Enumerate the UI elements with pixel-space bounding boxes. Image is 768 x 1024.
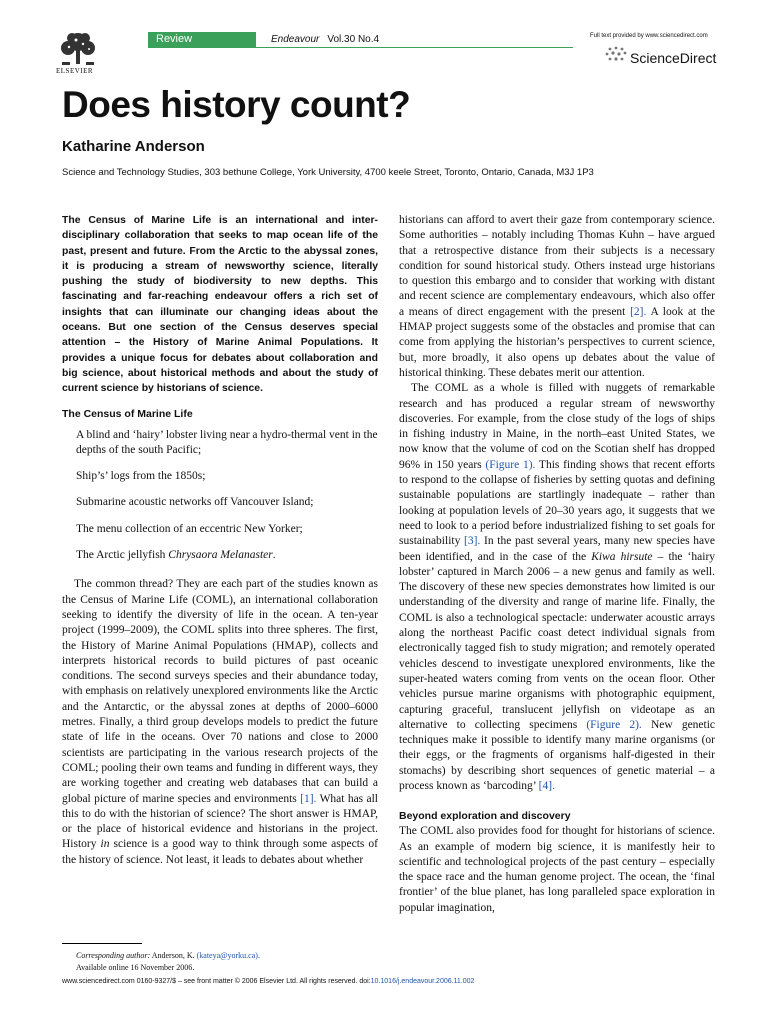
para-text: science is a good way to think through some aspects of the history of science. Not least, it leads to debates about whether (62, 838, 378, 866)
publisher-name: ELSEVIER (56, 67, 94, 75)
abstract: The Census of Marine Life is an international and inter-disciplinary collaboration that seeks to map ocean life of the past, present and future. From the Arctic to the abyssal zones, it is producing a stream of newsworthy science, literally pushing the study of biodiversity to new depths. This fascinating and far-reaching endeavour offers a rich set of insights that can illuminate our changing ideas about the oceans. But one section of the Census deserves special attention – the History of Marine Animal Populations. It provides a unique focus for debates about collaboration and big science, about historical methods and about the study of current science by historians of science. (62, 215, 378, 395)
body-paragraph: The COML also provides food for thought for historians of science. As an example of modern big science, it is manifestly heir to scientific and technological projects of the past century – especially the space race and the human genome project. The ocean, the ‘final frontier’ of the blue planet, has long paralleled space exploration in popular imagination, (399, 825, 715, 914)
para-text: The common thread? They are each part of the studies known as the Census of Marine Life (COML), an international collaboration seeking to identify the diversity of life in the ocean. A ten-year project (1999–2009), the COML splits into three spheres. The first, the History of Marine Animal Populations (HMAP), collects and interprets historical records to build pictures of past oceanic conditions. The second surveys species and their abundance today, with emphasis on relatively unexplored environments like the Arctic and the Antarctic, or the abyssal zones at depths of 2000–6000 metres. Finally, a third group develops models to predict the future state of life in the oceans. Over 70 nations and close to 2000 scientists are participating in the various research projects of the COML; pooling their own teams and funding in different ways, they are working together and creating web databases that can build a global picture of marine species and environments (62, 578, 378, 805)
sciencedirect-brand[interactable]: ScienceDirect (630, 50, 717, 66)
body-paragraph (62, 577, 378, 868)
list-item: Ship’s’ logs from the 1850s; (76, 470, 206, 483)
list-item-text: The Arctic jellyfish Chrysaora Melanaster. (76, 549, 276, 562)
footnote-name: Anderson, K. (151, 951, 195, 960)
list-item (76, 548, 378, 563)
reference-link[interactable]: [4]. (538, 779, 555, 792)
list-item: A blind and ‘hairy’ lobster living near a hydro-thermal vent in the depths of the south Pacific; (76, 428, 378, 456)
list-item: Submarine acoustic networks off Vancouver Island; (76, 496, 314, 509)
figure-1-link[interactable]: (Figure 1). (485, 458, 536, 471)
para-text: – the ‘hairy lobster’ captured in March 2006 – a new genus and family as well. The discovery of these new species demonstrates how limited is our understanding of the diversity and range of marine life. Finally, the COML is also a technological spectacle: underwater acoustic arrays along the northeast Pacific coast detect individual signals from electronically tagged fish to study migration; and remotely operated vehicles descend to investigate unexplored environments, like the super-heated waters coming from vents on the ocean floor. Other vehicles pursue marine organisms with photographic equipment, capturing graceful, translucent jellyfish on videotape as an alternative to collecting specimens (399, 550, 716, 731)
para-text: historians can afford to avert their gaze from contemporary science. Some authorities – notably including Thomas Kuhn – have argued that a retrospective distance from their subjects is a necessary condition for sound historical study. Others instead urge historians to question this embargo and to consider that working with distant and recent science are complementary endeavours, which also offer a means of direct engagement with the present (399, 214, 715, 318)
para-text: This finding shows that recent efforts to respond to the collapse of fisheries by setting quotas and defining sustainable populations are startlingly inadequate – rather than looking at population levels of 20–30 years ago, it suggests that we need to look to a period before industrialized fishing to set goals for sustainability (399, 458, 716, 548)
corresponding-author (76, 950, 260, 962)
reference-link[interactable]: [3]. (464, 535, 481, 548)
para-text: New genetic techniques make it possible to identify many marine organisms (or their eggs, or the fragments of organisms half-digested in their stomachs) by describing short sequences of genetic material – a process known as ‘barcoding’ (399, 718, 716, 792)
census-list (62, 428, 378, 564)
journal-info (271, 34, 379, 45)
article-title: Does history count? (62, 84, 411, 125)
species-name: Chrysaora Melanaster (168, 549, 273, 562)
journal-volume: Vol.30 No.4 (327, 34, 380, 45)
page-footer (62, 978, 474, 985)
footnote (76, 950, 260, 974)
body-paragraph (399, 381, 715, 794)
para-emphasis: Kiwa hirsute (591, 550, 653, 563)
right-column (399, 213, 715, 916)
available-online: Available online 16 November 2006. (76, 963, 195, 972)
footnote-rule (62, 943, 142, 944)
list-item: The menu collection of an eccentric New Yorker; (76, 522, 303, 535)
reference-link[interactable]: [2]. (630, 305, 647, 318)
section-heading-census: The Census of Marine Life (62, 407, 193, 420)
body-paragraph (399, 213, 715, 381)
author-name: Katharine Anderson (62, 138, 205, 155)
footnote-label: Corresponding author: (76, 951, 151, 960)
para-text: What has all this to do with the historian of science? The short answer is HMAP, or the place of historical evidence and historians in the project. History (62, 792, 379, 851)
reference-link[interactable]: [1]. (300, 792, 317, 805)
section-tab: Review (148, 32, 256, 47)
para-emphasis: in (100, 838, 110, 851)
para-text: The COML as a whole is filled with nuggets of remarkable research and has produced a regular stream of newsworthy discoveries. For example, from the close study of the logs of ships in fishing industry in Maine, in the north–east United States, we now know that the volume of cod on the Scotian shelf has dropped 96% in 150 years (399, 382, 715, 471)
author-affiliation: Science and Technology Studies, 303 bethune College, York University, 4700 keele Street, Toronto, Ontario, Canada, M3J 1P3 (62, 167, 594, 178)
full-text-note[interactable]: Full text provided by www.sciencedirect.com (590, 33, 708, 39)
para-text: A look at the HMAP project suggests some of the obstacles and promise that can come from applying the historian’s perspectives to current science, but, more broadly, it also opens up debates about the value of historical thinking. These debates merit our attention. (399, 305, 715, 379)
section-heading-exploration: Beyond exploration and discovery (399, 810, 571, 823)
figure-2-link[interactable]: (Figure 2). (586, 718, 642, 731)
footer-text: www.sciencedirect.com 0160-9327/$ – see front matter © 2006 Elsevier Ltd. All rights reserved. doi: (62, 978, 371, 985)
header-rule (148, 47, 573, 48)
email-link[interactable]: (kateya@yorku.ca). (196, 951, 260, 960)
para-text: In the past several years, many new species have been identified, and in the case of the (399, 535, 715, 563)
left-column (62, 213, 378, 868)
doi-link[interactable]: 10.1016/j.endeavour.2006.11.002 (370, 978, 475, 985)
journal-name: Endeavour (271, 34, 320, 45)
